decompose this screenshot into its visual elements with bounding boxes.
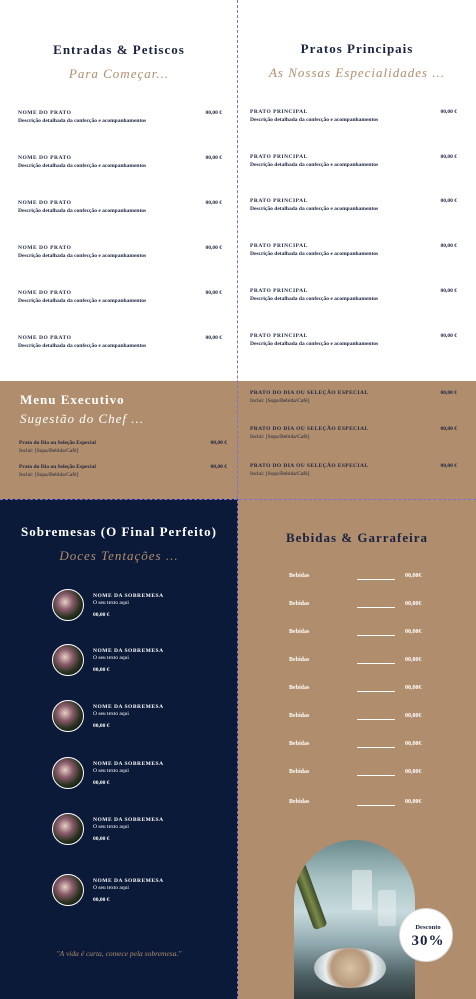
drink-price: 00,00€ [405,629,422,635]
dessert-text: O seu texto aqui [93,711,129,717]
dish-includes: Inclui: [Sopa/Bebida/Café] [250,398,310,404]
dessert-item [52,644,222,678]
dessert-photo [52,813,84,845]
dish-name: PRATO PRINCIPAL [250,333,308,339]
drink-name: Bebidas [289,573,310,579]
discount-badge [400,909,452,961]
dessert-price: 00,00 € [93,612,110,618]
drink-row [289,657,439,667]
executivo-title: Menu Executivo [20,392,125,407]
drink-name: Bebidas [289,769,310,775]
dot-leader [357,775,395,776]
discount-value: 30% [411,933,445,949]
dish-name: NOME DO PRATO [18,110,72,116]
menu-item [250,243,457,257]
principais-subtitle: As Nossas Especialidades ... [268,65,446,80]
menu-item [18,110,222,124]
dessert-item [52,813,222,847]
dish-price: 00,00 € [210,464,227,470]
dessert-item [52,757,222,791]
dish-name: PRATO DO DIA OU SELEÇÃO ESPECIAL [250,390,369,396]
dessert-item [52,589,222,623]
dish-price: 00,00 € [205,245,222,251]
drink-price: 00,00€ [405,769,422,775]
drink-row [289,713,439,723]
dish-desc: Descrição detalhada da confecção e acompanhamentos [250,206,379,212]
menu-item [250,198,457,212]
fold-guide-horizontal [0,499,476,500]
executivo-subtitle: Sugestão do Chef ... [20,411,144,426]
dessert-name: NOME DA SOBREMESA [93,761,164,767]
principais-title: Pratos Principais [300,41,414,56]
drink-row [289,685,439,695]
entradas-subtitle: Para Começar... [68,66,170,81]
dish-name: PRATO PRINCIPAL [250,288,308,294]
dessert-text: O seu texto aqui [93,655,129,661]
dish-name: NOME DO PRATO [18,155,72,161]
dish-price: 00,00 € [205,290,222,296]
menu-item [250,109,457,123]
dish-price: 00,00 € [205,200,222,206]
dish-price: 00,00 € [440,426,457,432]
bebidas-title: Bebidas & Garrafeira [285,530,429,545]
dish-name: PRATO DO DIA OU SELEÇÃO ESPECIAL [250,426,369,432]
drink-name: Bebidas [289,629,310,635]
drink-row [289,601,439,611]
dish-price: 00,00 € [440,198,457,204]
menu-item [18,245,222,259]
dish-name: Prato do Dia ou Seleção Especial [19,464,96,470]
dish-name: NOME DO PRATO [18,290,72,296]
dish-price: 00,00 € [440,154,457,160]
drink-price: 00,00€ [405,741,422,747]
dot-leader [357,805,395,806]
section-bebidas [238,499,476,999]
dish-includes: Inclui: [Sopa/Bebida/Café] [19,448,79,454]
section-prato-do-dia [238,381,476,499]
dish-name: NOME DO PRATO [18,200,72,206]
dot-leader [357,663,395,664]
dish-price: 00,00 € [440,463,457,469]
dish-price: 00,00 € [440,333,457,339]
dessert-item [52,874,222,908]
section-principais [238,0,476,381]
plate-shape [314,948,386,988]
drink-name: Bebidas [289,713,310,719]
dot-leader [357,635,395,636]
dessert-photo [52,700,84,732]
drink-name: Bebidas [289,601,310,607]
dish-includes: Inclui: [Sopa/Bebida/Café] [250,471,310,477]
dessert-price: 00,00 € [93,667,110,673]
section-entradas [0,0,238,381]
dot-leader [357,691,395,692]
dessert-photo [52,757,84,789]
entradas-title: Entradas & Petiscos [53,42,185,57]
dessert-name: NOME DA SOBREMESA [93,593,164,599]
dessert-price: 00,00 € [93,780,110,786]
dish-name: NOME DO PRATO [18,335,72,341]
dot-leader [357,747,395,748]
menu-item [18,290,222,304]
drink-name: Bebidas [289,799,310,805]
dessert-text: O seu texto aqui [93,824,129,830]
dish-includes: Inclui: [Sopa/Bebida/Café] [19,472,79,478]
drink-name: Bebidas [289,685,310,691]
dessert-text: O seu texto aqui [93,768,129,774]
dessert-price: 00,00 € [93,836,110,842]
dessert-name: NOME DA SOBREMESA [93,704,164,710]
dish-name: NOME DO PRATO [18,245,72,251]
dish-desc: Descrição detalhada da confecção e acompanhamentos [18,118,147,124]
dish-desc: Descrição detalhada da confecção e acompanhamentos [18,208,147,214]
menu-item [19,464,227,478]
dish-desc: Descrição detalhada da confecção e acompanhamentos [18,298,147,304]
dish-desc: Descrição detalhada da confecção e acompanhamentos [250,341,379,347]
menu-item [250,288,457,302]
dish-desc: Descrição detalhada da confecção e acompanhamentos [18,253,147,259]
dessert-photo [52,874,84,906]
dish-desc: Descrição detalhada da confecção e acompanhamentos [18,163,147,169]
discount-label: Desconto [415,924,441,931]
dish-price: 00,00 € [210,440,227,446]
drink-price: 00,00€ [405,657,422,663]
dessert-name: NOME DA SOBREMESA [93,648,164,654]
wine-bottle-shape [294,860,328,931]
drink-row [289,741,439,751]
dish-price: 00,00 € [440,288,457,294]
drink-row [289,769,439,779]
drink-name: Bebidas [289,657,310,663]
dessert-photo [52,644,84,676]
menu-item [18,200,222,214]
dessert-name: NOME DA SOBREMESA [93,817,164,823]
sobremesas-subtitle: Doces Tentações ... [59,548,179,563]
drink-row [289,573,439,583]
dessert-price: 00,00 € [93,723,110,729]
glass-shape [352,870,372,910]
dish-includes: Inclui: [Sopa/Bebida/Café] [250,434,310,440]
drink-price: 00,00€ [405,573,422,579]
drink-price: 00,00€ [405,799,422,805]
dish-name: PRATO PRINCIPAL [250,198,308,204]
dot-leader [357,579,395,580]
dish-desc: Descrição detalhada da confecção e acompanhamentos [250,296,379,302]
dish-desc: Descrição detalhada da confecção e acompanhamentos [250,117,379,123]
dish-name: Prato do Dia ou Seleção Especial [19,440,96,446]
dish-desc: Descrição detalhada da confecção e acompanhamentos [18,343,147,349]
sobremesas-title: Sobremesas (O Final Perfeito) [21,524,217,539]
dessert-item [52,700,222,734]
section-executivo [0,381,238,499]
dot-leader [357,607,395,608]
dish-price: 00,00 € [440,109,457,115]
drink-name: Bebidas [289,741,310,747]
dessert-text: O seu texto aqui [93,600,129,606]
dessert-price: 00,00 € [93,897,110,903]
dish-price: 00,00 € [440,243,457,249]
drink-price: 00,00€ [405,685,422,691]
dessert-text: O seu texto aqui [93,885,129,891]
dish-price: 00,00 € [205,335,222,341]
dessert-photo [52,589,84,621]
menu-item [18,155,222,169]
glass-shape [378,890,396,926]
menu-item [19,440,227,454]
drink-row [289,629,439,639]
drink-price: 00,00€ [405,713,422,719]
dish-price: 00,00 € [205,110,222,116]
menu-item [18,335,222,349]
drinks-photo [294,840,415,999]
section-sobremesas [0,499,238,999]
dessert-quote: "A vida é curta, comece pela sobremesa." [56,949,182,958]
menu-item [250,426,457,440]
dish-price: 00,00 € [440,390,457,396]
menu-item [250,463,457,477]
menu-item [250,390,457,404]
menu-item [250,333,457,347]
dish-desc: Descrição detalhada da confecção e acompanhamentos [250,162,379,168]
dish-desc: Descrição detalhada da confecção e acompanhamentos [250,251,379,257]
menu-item [250,154,457,168]
dish-name: PRATO PRINCIPAL [250,154,308,160]
drink-price: 00,00€ [405,601,422,607]
dish-price: 00,00 € [205,155,222,161]
dot-leader [357,719,395,720]
dish-name: PRATO DO DIA OU SELEÇÃO ESPECIAL [250,463,369,469]
drink-row [289,799,439,809]
dish-name: PRATO PRINCIPAL [250,109,308,115]
dessert-name: NOME DA SOBREMESA [93,878,164,884]
dish-name: PRATO PRINCIPAL [250,243,308,249]
